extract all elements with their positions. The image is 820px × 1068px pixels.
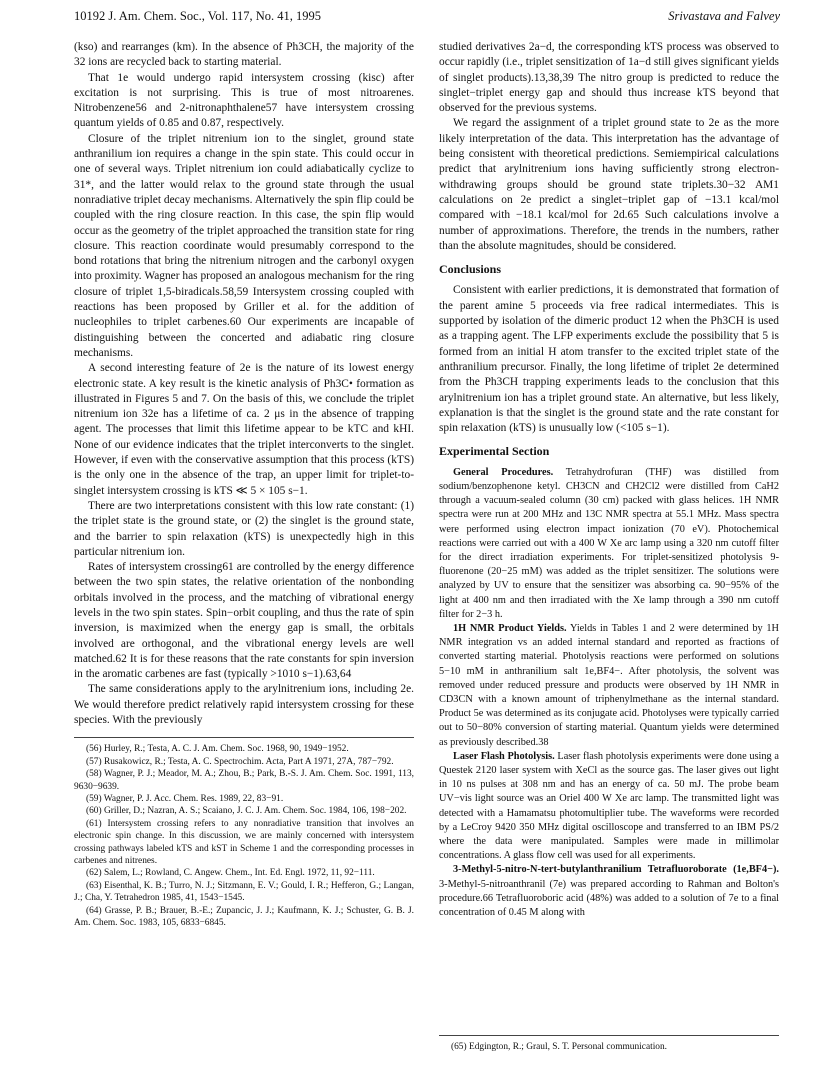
reference: (59) Wagner, P. J. Acc. Chem. Res. 1989, 22, 83−91. — [86, 793, 284, 804]
reference: (63) Eisenthal, K. B.; Turro, N. J.; Sitzmann, E. V.; Gould, I. R.; Hefferon, G.; Langan, J.; Cha, Y. Tetrahedron 1985, 41, 1543−1545. — [74, 880, 414, 904]
reference: (62) Salem, L.; Rowland, C. Angew. Chem., Int. Ed. Engl. 1972, 11, 92−111. — [86, 868, 375, 879]
paragraph: Closure of the triplet nitrenium ion to the singlet, ground state anthranilium ion requires a change in the spin state. This could occur in one of several ways. Triplet nitrenium ion could adiabatically cyclize to 31*, and the latter would relax to the ground state through the usual nonradiative triplet decay mechanisms. Alternatively the spin flip could be coupled with the ring closure reaction. In this case, the spin flip would occur as the geometry of the triplet approached the transition state for ring closure. This reaction coordinate would presumably correspond to the bond rotations that bring the nitrenium nitrogen and the carbonyl oxygen into proximity. Wagner has proposed an analogous mechanism for the ring closure of triplet 1,5-biradicals.58,59 Intersystem crossing coupled with reactions has been proposed by Griller et al. for the addition of nucleophiles to triplet carbenes.60 Our experiments are incapable of distinguishing between the concerted and adiabatic ring closure mechanisms. — [74, 132, 414, 359]
subsection-title: General Procedures. — [453, 466, 554, 478]
paragraph: That 1e would undergo rapid intersystem crossing (kisc) after excitation is not surprising. This is true of most nitroarenes. Nitrobenzene56 and 2-nitronaphthalene57 have intersystem crossing quantum yields of 0.85 and 0.87, respectively. — [74, 71, 414, 130]
subsection-text: Yields in Tables 1 and 2 were determined by 1H NMR integration vs an added internal standard and reported as fractions of converted starting material. Photolysis reactions were performed on solutions 5−10 mM in anthranilium salt 1e,BF4−. After photolysis, the solvent was removed under reduced pressure and products were observed by 1H NMR in CD3CN with a known amount of triphenylmethane as the internal standard. Product 5e was determined as its conjugate acid. Photolyses were typically carried out to 50−80% conversion of starting material. Quantum yields were determined as previously described.38 — [439, 622, 779, 748]
subsection-text: 3-Methyl-5-nitroanthranil (7e) was prepared according to Rahman and Bolton's procedure.66 Tetrafluoroboric acid (48%) was added to a solution of 7e to a final concentration of 0.45 M along with — [439, 878, 779, 919]
experimental-paragraph — [439, 863, 779, 920]
experimental-section — [439, 466, 779, 921]
left-column — [74, 40, 414, 929]
references — [74, 737, 414, 929]
reference: (60) Griller, D.; Nazran, A. S.; Scaiano, J. C. J. Am. Chem. Soc. 1984, 106, 198−202. — [86, 806, 407, 817]
reference: (61) Intersystem crossing refers to any nonradiative transition that involves an electronic spin change. In this discussion, we are mainly concerned with intersystem crossing pathways labeled kTS and kST in Scheme 1 and the corresponding processes in carbenes and nitrenes. — [74, 818, 414, 867]
subsection-title: 1H NMR Product Yields. — [453, 622, 567, 634]
paragraph: studied derivatives 2a−d, the corresponding kTS process was observed to occur rapidly (i.e., triplet sensitization of 1a−d still gives significant yields of singlet products).13,38,39 The nitro group is predicted to reduce the singlet−triplet energy gap and should thus increase kTS beyond that observed for the previous systems. — [439, 41, 779, 115]
experimental-paragraph — [439, 750, 779, 864]
experimental-paragraph — [439, 466, 779, 622]
subsection-text: Tetrahydrofuran (THF) was distilled from sodium/benzophenone ketyl. CH3CN and CH2Cl2 were distilled from CaH2 through a vacuum-sealed column (30 cm) packed with glass helices. 1H NMR spectra were run at 200 MHz and 13C NMR spectra at 55.1 MHz. Mass spectra were performed using electron impact ionization (70 eV). Photochemical reactions were carried out with a 400 W Xe arc lamp using a 320 nm cutoff filter for the direct irradiation experiments. For triplet-sensitized photolysis 9-fluorenone (20−25 mM) was added as the triplet sensitizer. The solutions were analyzed by UV to ensure that the sensitizer was absorbing ca. 90−95% of the light at 400 nm and then irradiated with the Xe lamp through a 390 nm cutoff filter for 2−3 h. — [439, 466, 780, 620]
journal-citation: 10192 J. Am. Chem. Soc., Vol. 117, No. 41, 1995 — [74, 9, 322, 23]
paragraph: There are two interpretations consistent with this low rate constant: (1) the triplet state is the ground state, or (2) the singlet is the ground state, and the barrier to spin relaxation (kTS) is unexpectedly high in this particular nitrenium ion. — [74, 499, 414, 558]
running-header — [74, 9, 780, 27]
conclusions-heading: Conclusions — [439, 262, 502, 277]
reference: (64) Grasse, P. B.; Brauer, B.-E.; Zupancic, J. J.; Kaufmann, K. J.; Schuster, G. B. J. Am. Chem. Soc. 1983, 105, 6833−6845. — [74, 905, 414, 929]
paragraph: (kso) and rearranges (km). In the absence of Ph3CH, the majority of the 32 ions are recycled back to starting material. — [74, 41, 414, 69]
paragraph: Rates of intersystem crossing61 are controlled by the energy difference between the two spin states, the relative orientation of the nonbonding orbitals involved in the process, and the matching of vibrational energy levels in the two spin states. Spin−orbit coupling, and thus the rate of spin inversion, is maximized when the energy gap is small, the orbitals involved are orthogonal, and the vibrational energy levels are well matched.62 It is for these reasons that the rate constants for spin inversion in the aromatic carbenes are fast (typically >1010 s−1).63,64 — [74, 561, 414, 681]
subsection-title: Laser Flash Photolysis. — [453, 750, 555, 762]
reference: (58) Wagner, P. J.; Meador, M. A.; Zhou, B.; Park, B.-S. J. Am. Chem. Soc. 1991, 113, 9630−9639. — [74, 769, 414, 792]
paragraph: A second interesting feature of 2e is the nature of its lowest energy electronic state. A key result is the kinetic analysis of Ph3C• formation as illustrated in Figures 5 and 7. On the basis of this, we conclude the triplet nitrenium ion 32e has a lifetime of ca. 2 μs in the absence of trapping agent. The processes that limit this lifetime appear to be kTC and kHI. None of our evidence indicates that the triplet interconverts to the singlet. However, if even with the conservative assumption that this process (kTS) is the only one in the absence of the trap, an upper limit for triplet-to-singlet intersystem crossing is kTS ≪ 5 × 105 s−1. — [74, 362, 414, 497]
experimental-heading: Experimental Section — [439, 444, 550, 459]
subsection-text: Laser flash photolysis experiments were done using a Questek 2120 laser system with XeCl as the source gas. The laser gives out light in 10 ns pulses at 308 nm and has an energy of ca. 50 mJ. The probe beam UV−vis light source was an Oriel 400 W Xe arc lamp. The transmitted light was detected with a Hamamatsu photomultiplier tube. The waveforms were recorded by a LeCroy 9420 350 MHz digital oscilloscope and transferred to an IBM PS/2 where the data were manipulated. Samples were made in millimolar concentrations. A glass flow cell was used for all experiments. — [439, 750, 779, 862]
right-column — [439, 40, 779, 920]
paragraph: The same considerations apply to the arylnitrenium ions, including 2e. We would therefore predict relatively rapid intersystem crossing for these species. With the previously — [74, 683, 414, 727]
reference: (57) Rusakowicz, R.; Testa, A. C. Spectrochim. Acta, Part A 1971, 27A, 787−792. — [86, 756, 394, 767]
experimental-paragraph — [439, 622, 779, 750]
subsection-title: 3-Methyl-5-nitro-N-tert-butylanthranilium Tetrafluoroborate (1e,BF4−). — [453, 864, 779, 876]
reference: (56) Hurley, R.; Testa, A. C. J. Am. Chem. Soc. 1968, 90, 1949−1952. — [86, 744, 349, 755]
paragraph: Consistent with earlier predictions, it is demonstrated that formation of the parent amine 5 proceeds via free radical intermediates. This is supported by isolation of the dimeric product 12 when the Ph3CH is used as a trapping agent. The LFP experiments exclude the possibility that 5 is formed from an initial H atom transfer to the excited triplet state of the anthranilium precursor. Finally, the long lifetime of triplet 2e determined from the Ph3CH trapping experiments leads to the conclusion that this arylnitrenium ion has a triplet ground state. An alternative, but less likely, explanation is that the singlet is the ground state and the rate constant for spin relaxation (kTS) is unusually low (<105 s−1). — [439, 284, 779, 435]
paragraph: We regard the assignment of a triplet ground state to 2e as the more likely interpretation of the data. This interpretation has the advantage of being consistent with theoretical predictions. Semiempirical calculations predict that arylnitrenium ions having sufficiently strong electron-withdrawing groups should be ground state triplets.30−32 AM1 calculations on 2e predict a singlet−triplet gap of −13.1 kcal/mol compared with −18.1 kcal/mol for 2d.65 Such calculations involve a number of approximations. Therefore, the trends in the numbers, rather than the absolute magnitudes, should be considered. — [439, 117, 779, 252]
footnote: (65) Edgington, R.; Graul, S. T. Personal communication. — [439, 1035, 779, 1053]
authors-header: Srivastava and Falvey — [668, 9, 780, 23]
